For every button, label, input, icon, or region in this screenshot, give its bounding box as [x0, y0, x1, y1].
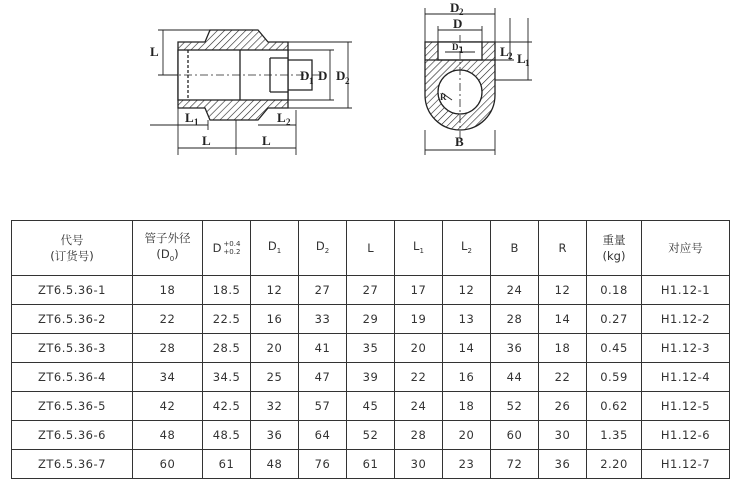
- table-row: [12, 421, 730, 450]
- table-body: [12, 276, 730, 479]
- label-L2: L: [277, 110, 286, 125]
- table-cell: 72: [491, 450, 539, 479]
- table-cell: ZT6.5.36-6: [12, 421, 133, 450]
- header-L: L: [347, 221, 395, 276]
- table-cell: 20: [251, 334, 299, 363]
- table-cell: 76: [299, 450, 347, 479]
- table-cell: 26: [539, 392, 587, 421]
- table-cell: 20: [395, 334, 443, 363]
- table-row: [12, 305, 730, 334]
- table-cell: H1.12-7: [642, 450, 730, 479]
- table-cell: ZT6.5.36-3: [12, 334, 133, 363]
- table-cell: 34.5: [203, 363, 251, 392]
- table-cell: 22: [133, 305, 203, 334]
- table-cell: 36: [539, 450, 587, 479]
- table-row: [12, 276, 730, 305]
- technical-drawings: [0, 0, 740, 200]
- table-cell: H1.12-5: [642, 392, 730, 421]
- table-cell: ZT6.5.36-7: [12, 450, 133, 479]
- specification-table: [11, 220, 730, 479]
- table-cell: 48.5: [203, 421, 251, 450]
- table-cell: 30: [395, 450, 443, 479]
- header-L2: $L_2$: [443, 221, 491, 276]
- table-cell: 1.35: [587, 421, 642, 450]
- header-R: R: [539, 221, 587, 276]
- header-D: D +0.4 +0.2: [203, 221, 251, 276]
- table-cell: 28.5: [203, 334, 251, 363]
- table-cell: 45: [347, 392, 395, 421]
- table-cell: 60: [491, 421, 539, 450]
- label-section-R: R: [440, 92, 447, 102]
- table-cell: 22.5: [203, 305, 251, 334]
- table-cell: ZT6.5.36-1: [12, 276, 133, 305]
- table-cell: 64: [299, 421, 347, 450]
- table-cell: 52: [347, 421, 395, 450]
- label-section-D2: D: [450, 0, 460, 15]
- table-cell: 27: [347, 276, 395, 305]
- table-cell: 27: [299, 276, 347, 305]
- table-cell: 14: [443, 334, 491, 363]
- table-cell: 25: [251, 363, 299, 392]
- label-section-D: D: [453, 16, 463, 31]
- table-cell: H1.12-3: [642, 334, 730, 363]
- table-cell: 22: [395, 363, 443, 392]
- table-cell: 60: [133, 450, 203, 479]
- table-cell: 28: [491, 305, 539, 334]
- table-cell: 42.5: [203, 392, 251, 421]
- table-cell: 12: [539, 276, 587, 305]
- table-cell: 48: [251, 450, 299, 479]
- label-section-B: B: [455, 134, 464, 149]
- table-cell: H1.12-4: [642, 363, 730, 392]
- table-row: [12, 392, 730, 421]
- table-cell: 0.45: [587, 334, 642, 363]
- header-corresponding: 对应号: [642, 221, 730, 276]
- table-cell: 47: [299, 363, 347, 392]
- table-cell: 23: [443, 450, 491, 479]
- table-cell: 12: [443, 276, 491, 305]
- table-cell: 19: [395, 305, 443, 334]
- table-cell: H1.12-6: [642, 421, 730, 450]
- table-cell: 18: [133, 276, 203, 305]
- table-cell: 52: [491, 392, 539, 421]
- table-cell: ZT6.5.36-2: [12, 305, 133, 334]
- header-L1: $L_1$: [395, 221, 443, 276]
- header-D1: $D_1$: [251, 221, 299, 276]
- table-cell: 35: [347, 334, 395, 363]
- table-cell: 39: [347, 363, 395, 392]
- table-cell: 44: [491, 363, 539, 392]
- side-view-drawing: [168, 30, 320, 120]
- table-cell: 20: [443, 421, 491, 450]
- label-L2-sub: 2: [286, 117, 291, 127]
- label-section-L2: L: [500, 44, 509, 59]
- table-header-row: [12, 221, 730, 276]
- table-cell: 36: [251, 421, 299, 450]
- table-cell: 18: [539, 334, 587, 363]
- table-cell: 24: [395, 392, 443, 421]
- table-cell: H1.12-2: [642, 305, 730, 334]
- label-section-D2-sub: 2: [459, 7, 464, 17]
- table-cell: 16: [443, 363, 491, 392]
- table-cell: 0.59: [587, 363, 642, 392]
- label-section-D1: D: [452, 42, 459, 52]
- label-section-L2-sub: 2: [508, 51, 513, 61]
- table-cell: 28: [133, 334, 203, 363]
- table-cell: 30: [539, 421, 587, 450]
- label-D1: D: [300, 68, 310, 83]
- table-cell: 18.5: [203, 276, 251, 305]
- table-cell: 32: [251, 392, 299, 421]
- table-cell: 2.20: [587, 450, 642, 479]
- label-section-L1: L: [517, 51, 526, 66]
- table-cell: ZT6.5.36-5: [12, 392, 133, 421]
- label-D1-sub: 1: [309, 76, 314, 86]
- table-row: [12, 450, 730, 479]
- table-cell: 12: [251, 276, 299, 305]
- table-row: [12, 363, 730, 392]
- table-cell: 16: [251, 305, 299, 334]
- table-row: [12, 334, 730, 363]
- table-cell: 61: [347, 450, 395, 479]
- header-code: 代号 (订货号): [12, 221, 133, 276]
- table-cell: 61: [203, 450, 251, 479]
- table-cell: 24: [491, 276, 539, 305]
- table-cell: 41: [299, 334, 347, 363]
- table-cell: ZT6.5.36-4: [12, 363, 133, 392]
- label-L1: L: [185, 110, 194, 125]
- table-cell: 36: [491, 334, 539, 363]
- table-cell: 57: [299, 392, 347, 421]
- label-section-D1-sub: 1: [459, 45, 464, 55]
- label-section-L1-sub: 1: [525, 58, 530, 68]
- table-cell: 14: [539, 305, 587, 334]
- header-D2: $D_2$: [299, 221, 347, 276]
- table-cell: 33: [299, 305, 347, 334]
- label-L-b: L: [262, 133, 271, 148]
- table-cell: 0.18: [587, 276, 642, 305]
- table-cell: 28: [395, 421, 443, 450]
- table-cell: 48: [133, 421, 203, 450]
- table-cell: 13: [443, 305, 491, 334]
- table-cell: 42: [133, 392, 203, 421]
- header-weight: 重量 (kg): [587, 221, 642, 276]
- label-L-height: L: [150, 44, 159, 59]
- label-D2-sub: 2: [345, 76, 350, 86]
- label-L1-sub: 1: [194, 117, 199, 127]
- label-D2: D: [336, 68, 346, 83]
- table-cell: 17: [395, 276, 443, 305]
- table-cell: 0.62: [587, 392, 642, 421]
- table-cell: 18: [443, 392, 491, 421]
- label-D: D: [318, 68, 328, 83]
- table-cell: 29: [347, 305, 395, 334]
- header-pipe-od: 管子外径 $(D_0)$: [133, 221, 203, 276]
- table-cell: 34: [133, 363, 203, 392]
- table-cell: 0.27: [587, 305, 642, 334]
- table-cell: H1.12-1: [642, 276, 730, 305]
- label-L-a: L: [202, 133, 211, 148]
- header-B: B: [491, 221, 539, 276]
- table-cell: 22: [539, 363, 587, 392]
